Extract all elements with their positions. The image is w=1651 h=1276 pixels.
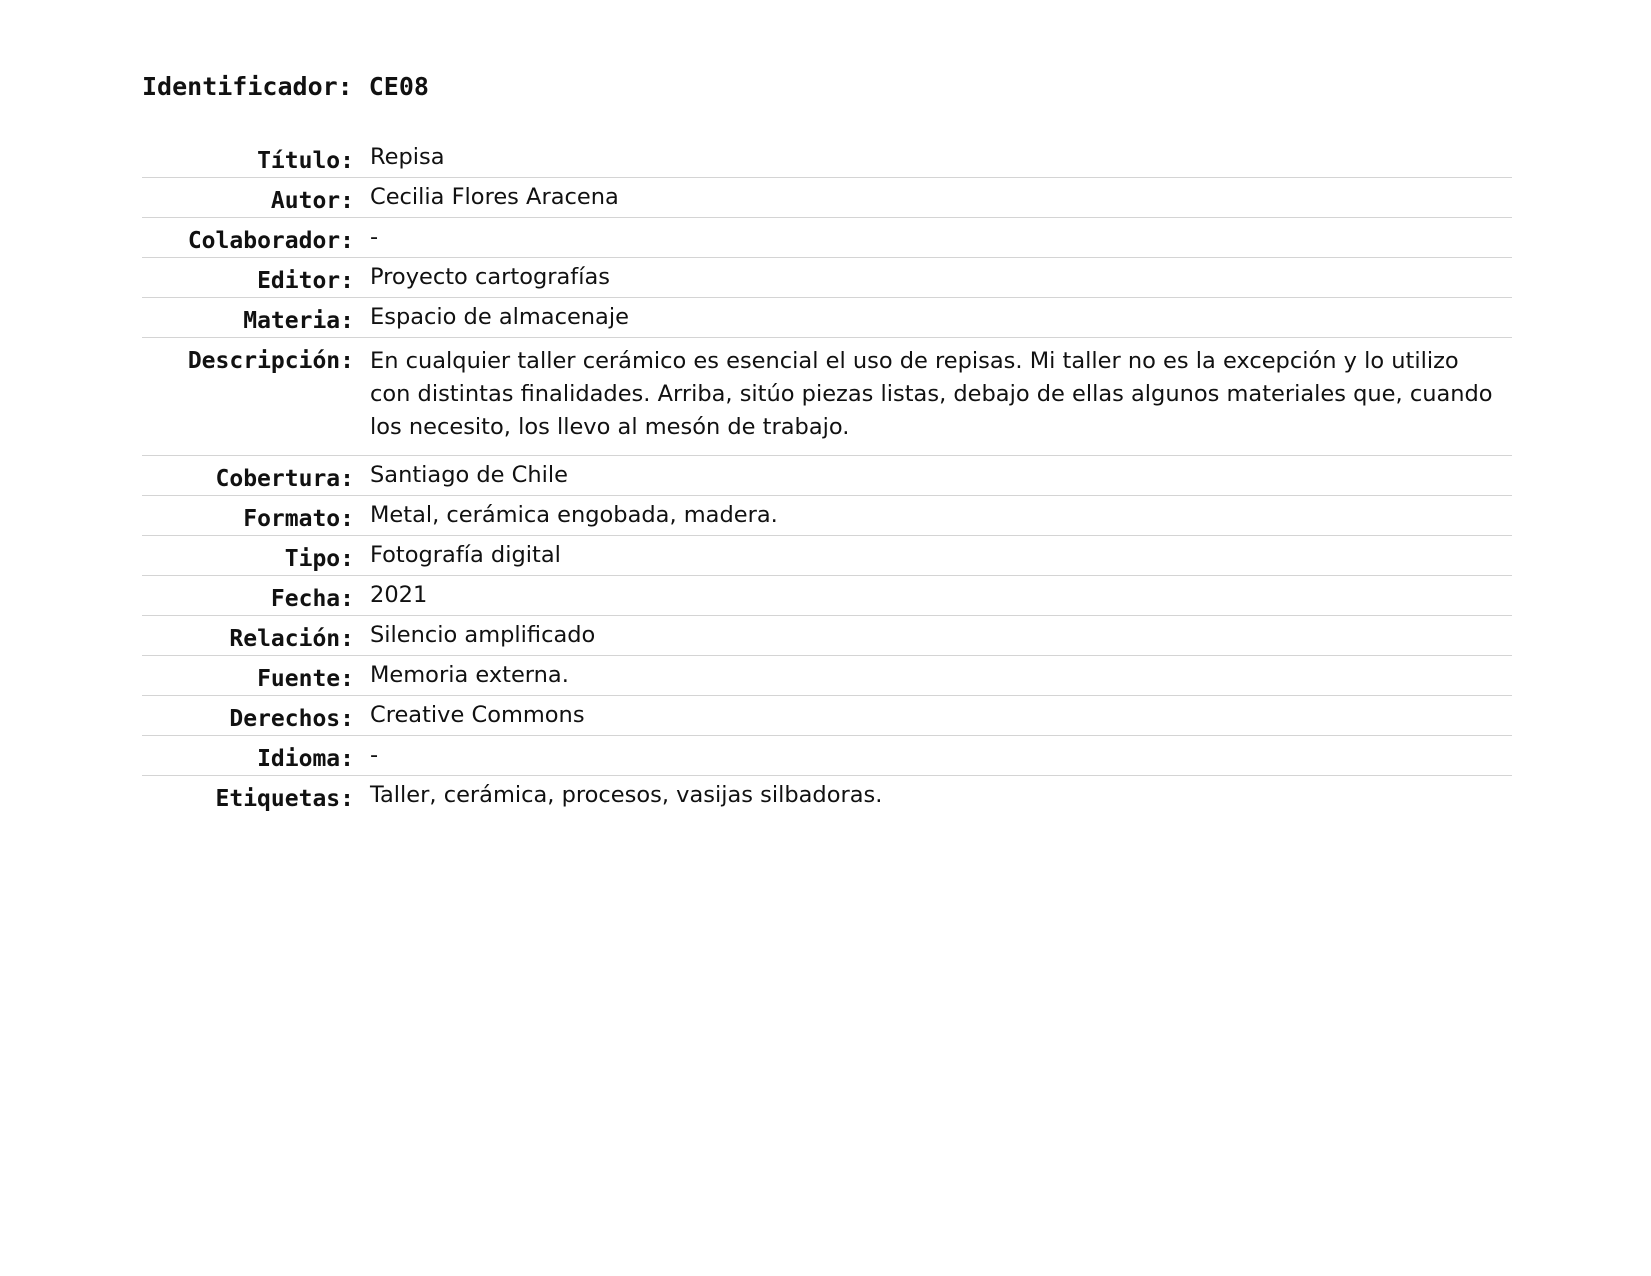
field-row-cobertura bbox=[142, 456, 1512, 496]
field-row-idioma bbox=[142, 736, 1512, 776]
field-label: Editor: bbox=[257, 268, 354, 294]
field-row-descripcion bbox=[142, 338, 1512, 456]
field-value: - bbox=[370, 742, 379, 768]
metadata-table bbox=[142, 138, 1512, 816]
field-row-materia bbox=[142, 298, 1512, 338]
field-value: Taller, cerámica, procesos, vasijas silbadoras. bbox=[370, 782, 883, 808]
field-row-formato bbox=[142, 496, 1512, 536]
field-row-colaborador bbox=[142, 218, 1512, 258]
field-row-autor bbox=[142, 178, 1512, 218]
field-value: - bbox=[370, 224, 379, 250]
field-row-etiquetas bbox=[142, 776, 1512, 816]
identifier-label: Identificador: bbox=[142, 72, 353, 101]
field-label: Relación: bbox=[229, 626, 354, 652]
field-value: Memoria externa. bbox=[370, 662, 569, 688]
field-label: Formato: bbox=[243, 506, 354, 532]
field-row-fecha bbox=[142, 576, 1512, 616]
field-value: Espacio de almacenaje bbox=[370, 304, 629, 330]
field-value: Proyecto cartografías bbox=[370, 264, 610, 290]
field-label: Fuente: bbox=[257, 666, 354, 692]
field-value: Creative Commons bbox=[370, 702, 585, 728]
field-value: Cecilia Flores Aracena bbox=[370, 184, 619, 210]
identifier-line bbox=[142, 72, 1512, 114]
field-value: Santiago de Chile bbox=[370, 462, 568, 488]
field-row-relacion bbox=[142, 616, 1512, 656]
field-label: Derechos: bbox=[229, 706, 354, 732]
field-value: 2021 bbox=[370, 582, 428, 608]
field-label: Etiquetas: bbox=[215, 786, 354, 812]
identifier-value: CE08 bbox=[368, 72, 429, 101]
field-row-derechos bbox=[142, 696, 1512, 736]
field-value: Silencio amplificado bbox=[370, 622, 596, 648]
field-label: Tipo: bbox=[284, 546, 354, 572]
field-value: Fotografía digital bbox=[370, 542, 561, 568]
field-value: En cualquier taller cerámico es esencial el uso de repisas. Mi taller no es la excepción y lo utilizo con distintas finalidades. Arriba, sitúo piezas listas, debajo de ellas algunos materiales que, cuando los necesito, los llevo al mesón de trabajo. bbox=[370, 348, 1493, 440]
field-label: Idioma: bbox=[257, 746, 354, 772]
field-label: Materia: bbox=[243, 308, 354, 334]
field-label: Título: bbox=[257, 148, 354, 174]
field-label: Colaborador: bbox=[187, 228, 354, 254]
field-value: Repisa bbox=[370, 144, 445, 170]
field-label: Cobertura: bbox=[215, 466, 354, 492]
field-row-editor bbox=[142, 258, 1512, 298]
field-value: Metal, cerámica engobada, madera. bbox=[370, 502, 778, 528]
field-row-titulo bbox=[142, 138, 1512, 178]
field-label: Autor: bbox=[270, 188, 354, 214]
field-label: Fecha: bbox=[270, 586, 354, 612]
field-row-tipo bbox=[142, 536, 1512, 576]
field-row-fuente bbox=[142, 656, 1512, 696]
metadata-sheet bbox=[142, 72, 1512, 816]
field-label: Descripción: bbox=[187, 348, 354, 374]
